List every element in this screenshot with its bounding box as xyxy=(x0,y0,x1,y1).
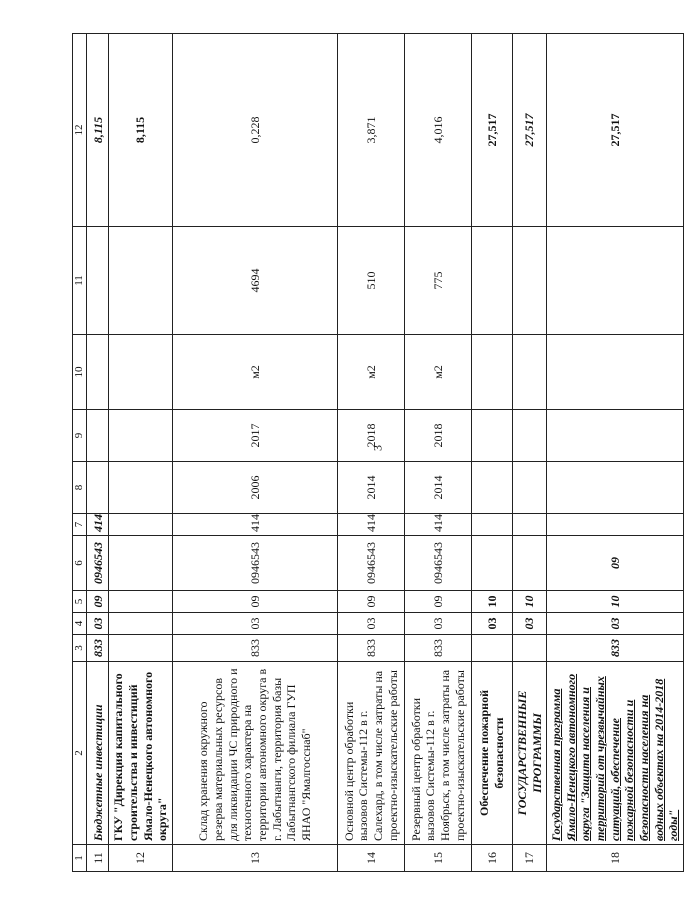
colnum: 4 xyxy=(73,613,87,635)
cell-c4: 03 xyxy=(512,613,546,635)
cell-c8 xyxy=(471,462,512,514)
cell-c4: 03 xyxy=(404,613,471,635)
cell-c12: 27,517 xyxy=(512,34,546,227)
cell-c7 xyxy=(109,514,173,536)
colnum: 1 xyxy=(73,845,87,872)
row-name: Склад хранения окружного резерва материальных ресурсов для ликвидации ЧС природного и техногенного характера на территории автономного округа в г. Лабытнанги, территория базы Лабытнангского филиала ГУП ЯНАО "Ямалгосснаб" xyxy=(172,662,337,845)
cell-c10 xyxy=(547,335,684,410)
cell-c5: 10 xyxy=(547,591,684,613)
cell-c9 xyxy=(109,410,173,462)
cell-c6 xyxy=(109,536,173,591)
cell-c8 xyxy=(547,462,684,514)
colnum: 9 xyxy=(73,410,87,462)
cell-c12: 4,016 xyxy=(404,34,471,227)
cell-c8 xyxy=(87,462,109,514)
cell-c7: 414 xyxy=(404,514,471,536)
cell-c8: 2006 xyxy=(172,462,337,514)
cell-c5: 09 xyxy=(172,591,337,613)
cell-c4: 03 xyxy=(87,613,109,635)
colnum: 2 xyxy=(73,662,87,845)
cell-c9 xyxy=(512,410,546,462)
cell-c11 xyxy=(471,227,512,335)
cell-c8 xyxy=(109,462,173,514)
cell-c3 xyxy=(109,635,173,662)
cell-c8: 2014 xyxy=(337,462,404,514)
cell-c10: м2 xyxy=(337,335,404,410)
cell-c11: 510 xyxy=(337,227,404,335)
cell-c8 xyxy=(512,462,546,514)
cell-c12: 3,871 xyxy=(337,34,404,227)
row-name: Государственная программа Ямало-Ненецкого автономного округа "Защита населения и территорий от чрезвычайных ситуаций, обеспечение пожарной безопасности и безопасности населения на водных объектах на 2014-2018 годы" xyxy=(547,662,684,845)
cell-c3 xyxy=(471,635,512,662)
cell-c3: 833 xyxy=(337,635,404,662)
row-name: Основной центр обработки вызовов Системы-112 в г. Салехард, в том числе затраты на проектно-изыскательские работы xyxy=(337,662,404,845)
cell-c3: 833 xyxy=(87,635,109,662)
cell-c10 xyxy=(109,335,173,410)
cell-c5: 09 xyxy=(404,591,471,613)
table-row xyxy=(547,34,684,872)
row-number: 17 xyxy=(512,845,546,872)
cell-c10: м2 xyxy=(404,335,471,410)
cell-c4: 03 xyxy=(471,613,512,635)
cell-c6: 09 xyxy=(547,536,684,591)
row-name: ГОСУДАРСТВЕННЫЕ ПРОГРАММЫ xyxy=(512,662,546,845)
cell-c10 xyxy=(512,335,546,410)
cell-c11 xyxy=(512,227,546,335)
cell-c10 xyxy=(471,335,512,410)
cell-c12: 8,115 xyxy=(109,34,173,227)
cell-c3 xyxy=(512,635,546,662)
colnum: 8 xyxy=(73,462,87,514)
row-name: Бюджетные инвестиции xyxy=(87,662,109,845)
cell-c9 xyxy=(87,410,109,462)
cell-c7: 414 xyxy=(87,514,109,536)
table-row xyxy=(109,34,173,872)
cell-c11: 4694 xyxy=(172,227,337,335)
row-number: 11 xyxy=(87,845,109,872)
cell-c6: 0946543 xyxy=(404,536,471,591)
cell-c4 xyxy=(109,613,173,635)
cell-c12: 0,228 xyxy=(172,34,337,227)
row-name: Резервный центр обработки вызовов Системы-112 в г. Ноябрьск, в том числе затраты на проектно-изыскательские работы xyxy=(404,662,471,845)
cell-c10: м2 xyxy=(172,335,337,410)
cell-c9: 2018 xyxy=(337,410,404,462)
cell-c4: 03 xyxy=(547,613,684,635)
cell-c5 xyxy=(109,591,173,613)
row-number: 13 xyxy=(172,845,337,872)
cell-c10 xyxy=(87,335,109,410)
cell-c12: 8,115 xyxy=(87,34,109,227)
cell-c7: 414 xyxy=(337,514,404,536)
page-number: 3 xyxy=(370,445,385,451)
cell-c3: 833 xyxy=(172,635,337,662)
column-number-row xyxy=(73,34,87,872)
cell-c4: 03 xyxy=(337,613,404,635)
colnum: 3 xyxy=(73,635,87,662)
cell-c6: 0946543 xyxy=(337,536,404,591)
row-name: Обеспечение пожарной безопасности xyxy=(471,662,512,845)
table-row xyxy=(87,34,109,872)
cell-c5: 10 xyxy=(471,591,512,613)
table-row xyxy=(471,34,512,872)
cell-c6 xyxy=(512,536,546,591)
table-row xyxy=(512,34,546,872)
cell-c9 xyxy=(547,410,684,462)
cell-c12: 27,517 xyxy=(471,34,512,227)
row-number: 15 xyxy=(404,845,471,872)
colnum: 7 xyxy=(73,514,87,536)
cell-c3: 833 xyxy=(404,635,471,662)
cell-c11: 775 xyxy=(404,227,471,335)
colnum: 5 xyxy=(73,591,87,613)
cell-c6 xyxy=(471,536,512,591)
colnum: 10 xyxy=(73,335,87,410)
table-row xyxy=(404,34,471,872)
cell-c11 xyxy=(87,227,109,335)
cell-c7 xyxy=(547,514,684,536)
cell-c7: 414 xyxy=(172,514,337,536)
cell-c5: 09 xyxy=(87,591,109,613)
cell-c9: 2018 xyxy=(404,410,471,462)
colnum: 12 xyxy=(73,34,87,227)
cell-c9: 2017 xyxy=(172,410,337,462)
cell-c5: 10 xyxy=(512,591,546,613)
cell-c5: 09 xyxy=(337,591,404,613)
investment-table xyxy=(72,33,684,872)
cell-c6: 0946543 xyxy=(172,536,337,591)
row-name: ГКУ "Дирекция капитального строительства и инвестиций Ямало-Ненецкого автономного округа" xyxy=(109,662,173,845)
cell-c4: 03 xyxy=(172,613,337,635)
table-row xyxy=(172,34,337,872)
cell-c8: 2014 xyxy=(404,462,471,514)
colnum: 11 xyxy=(73,227,87,335)
cell-c3: 833 xyxy=(547,635,684,662)
row-number: 12 xyxy=(109,845,173,872)
cell-c7 xyxy=(471,514,512,536)
table-row xyxy=(337,34,404,872)
rotated-table-container xyxy=(72,34,681,872)
cell-c12: 27,517 xyxy=(547,34,684,227)
cell-c11 xyxy=(109,227,173,335)
cell-c9 xyxy=(471,410,512,462)
cell-c7 xyxy=(512,514,546,536)
cell-c6: 0946543 xyxy=(87,536,109,591)
cell-c11 xyxy=(547,227,684,335)
row-number: 14 xyxy=(337,845,404,872)
colnum: 6 xyxy=(73,536,87,591)
row-number: 18 xyxy=(547,845,684,872)
row-number: 16 xyxy=(471,845,512,872)
